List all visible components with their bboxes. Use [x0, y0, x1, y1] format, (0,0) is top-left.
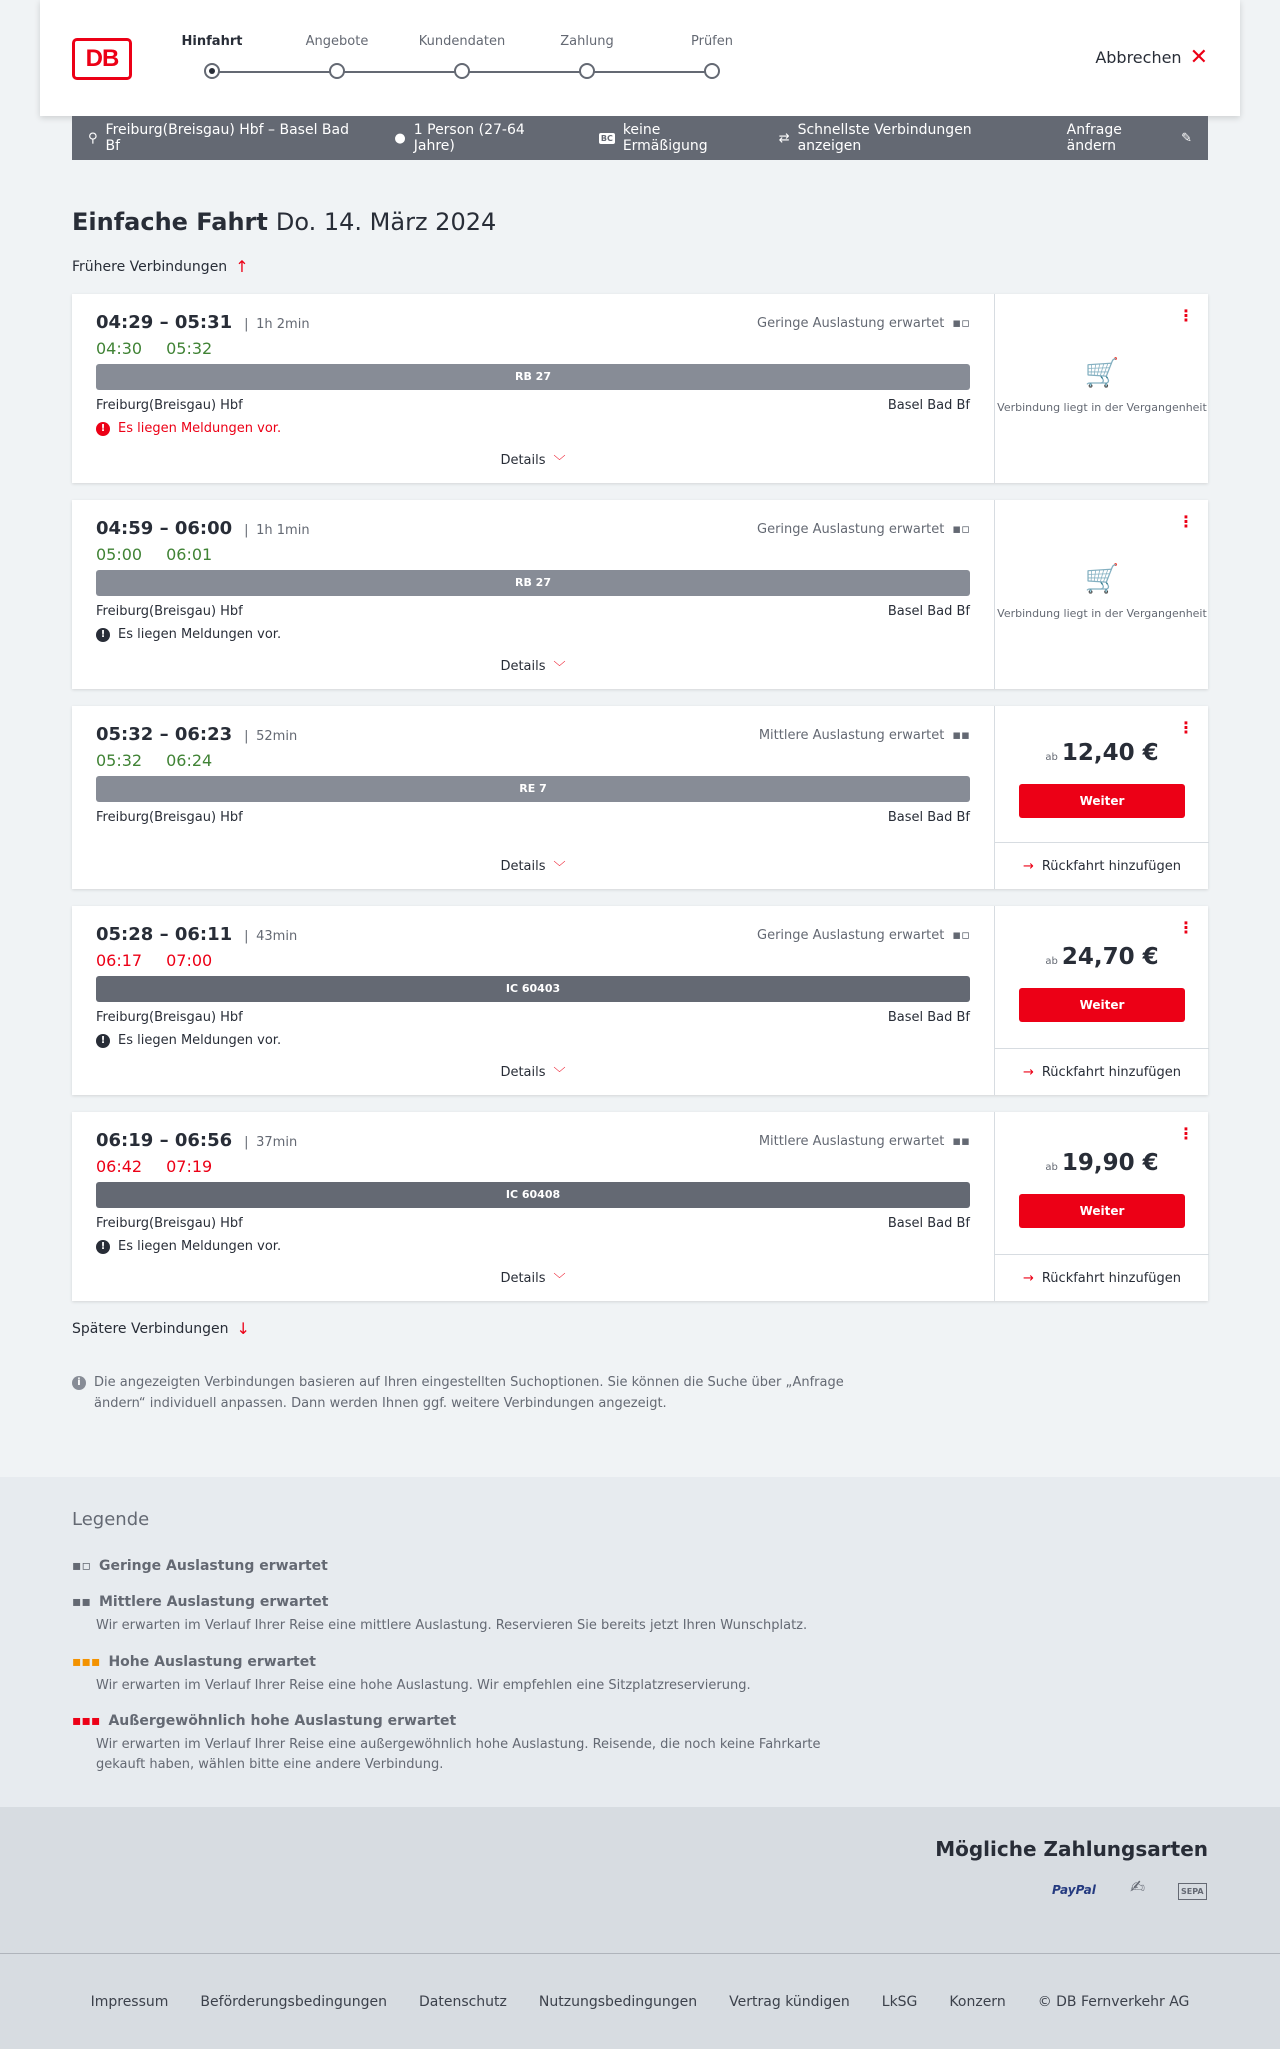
- footer-link-nutzungsbedingungen[interactable]: Nutzungsbedingungen: [538, 1993, 698, 2010]
- connection-times: 04:59 – 06:00: [96, 518, 233, 539]
- low-load-icon: ▪▫: [952, 316, 970, 331]
- route-summary: ⚲ Freiburg(Breisgau) Hbf – Basel Bad Bf: [88, 122, 349, 154]
- details-toggle[interactable]: Details ﹀: [500, 453, 566, 468]
- train-bar[interactable]: IC 60408: [96, 1182, 970, 1208]
- arrow-right-icon: →: [1022, 1270, 1034, 1286]
- cancel-button[interactable]: Abbrechen ✕: [1095, 44, 1208, 70]
- train-bar[interactable]: RB 27: [96, 570, 970, 596]
- connection-card: [72, 906, 1208, 1095]
- destination-station: Basel Bad Bf: [887, 810, 970, 825]
- more-options-icon[interactable]: ⋮: [1178, 718, 1194, 737]
- alert-icon: !: [96, 1240, 110, 1254]
- payment-methods-section: [0, 1807, 1280, 1953]
- add-return-button[interactable]: → Rückfahrt hinzufügen: [995, 1254, 1209, 1301]
- footer: [0, 1953, 1280, 2049]
- origin-station: Freiburg(Breisgau) Hbf: [96, 1216, 243, 1231]
- legend-item: ▪▫ Geringe Auslastung erwartet: [72, 1558, 328, 1574]
- later-connections-link[interactable]: Spätere Verbindungen ↓: [72, 1319, 250, 1338]
- footer-link-lksg[interactable]: LkSG: [881, 1993, 918, 2010]
- location-pin-icon: ⚲: [88, 130, 98, 146]
- load-indicator: Mittlere Auslastung erwartet ▪▪: [758, 1134, 970, 1149]
- details-toggle[interactable]: Details ﹀: [500, 1065, 566, 1080]
- details-toggle[interactable]: Details ﹀: [500, 1271, 566, 1286]
- progress-steps: [181, 34, 750, 84]
- connection-duration: | 52min: [244, 729, 297, 744]
- chevron-down-icon: ﹀: [553, 1272, 566, 1286]
- legend-section: [0, 1477, 1280, 1807]
- footer-link-impressum[interactable]: Impressum: [90, 1993, 169, 2010]
- train-bar[interactable]: IC 60403: [96, 976, 970, 1002]
- medium-load-icon: ▪▪: [952, 728, 970, 743]
- alert-icon: !: [96, 1034, 110, 1048]
- past-connection-note: 🛒 Verbindung liegt in der Vergangenheit: [995, 562, 1209, 620]
- info-icon: i: [72, 1376, 86, 1390]
- earlier-connections-link[interactable]: Frühere Verbindungen ↑: [72, 257, 249, 276]
- step-angebote: Angebote: [287, 34, 387, 54]
- footer-link-konzern[interactable]: Konzern: [949, 1993, 1006, 2010]
- sepa-icon: SEPA: [1178, 1883, 1207, 1900]
- arrow-right-icon: →: [1022, 1064, 1034, 1080]
- destination-station: Basel Bad Bf: [887, 1216, 970, 1231]
- alert-icon: !: [96, 422, 110, 436]
- add-return-button[interactable]: → Rückfahrt hinzufügen: [995, 1048, 1209, 1095]
- origin-station: Freiburg(Breisgau) Hbf: [96, 604, 243, 619]
- destination-station: Basel Bad Bf: [887, 604, 970, 619]
- legend-item: ▪▪ Mittlere Auslastung erwartet Wir erwarten im Verlauf Ihrer Reise eine mittlere Auslastung. Reservieren Sie bereits jetzt Ihren Wunschplatz.: [72, 1594, 808, 1633]
- footer-link-datenschutz[interactable]: Datenschutz: [418, 1993, 507, 2010]
- connection-times: 04:29 – 05:31: [96, 312, 233, 333]
- price: ab 19,90 €: [1045, 1150, 1159, 1176]
- load-indicator: Geringe Auslastung erwartet ▪▫: [757, 522, 970, 537]
- connection-times: 05:28 – 06:11: [96, 924, 233, 945]
- low-load-icon: ▪▫: [72, 1558, 91, 1574]
- legend-item: ▪▪▪ Hohe Auslastung erwartet Wir erwarten im Verlauf Ihrer Reise eine hohe Auslastung. Wir empfehlen eine Sitzplatzreservierung.: [72, 1654, 751, 1693]
- payment-title: Mögliche Zahlungsarten: [935, 1837, 1208, 1861]
- legend-item: ▪▪▪ Außergewöhnlich hohe Auslastung erwartet Wir erwarten im Verlauf Ihrer Reise eine außergewöhnlich hohe Auslastung. Reisende, die noch keine Fahrkarte gekauft haben, wählen bitte eine andere Verbindung.: [72, 1713, 821, 1772]
- origin-station: Freiburg(Breisgau) Hbf: [96, 398, 243, 413]
- search-info-note: i Die angezeigten Verbindungen basieren auf Ihren eingestellten Suchoptionen. Sie können die Suche über „Anfrage ändern“ individuell anpassen. Dann werden Ihnen ggf. weitere Verbindungen angezeigt.: [72, 1372, 852, 1414]
- close-icon: ✕: [1189, 44, 1208, 70]
- legend-title: Legende: [72, 1509, 150, 1530]
- realtime-times: 05:00 06:01: [96, 545, 213, 564]
- change-request-button[interactable]: Anfrage ändern ✎: [1066, 122, 1193, 154]
- details-toggle[interactable]: Details ﹀: [500, 659, 566, 674]
- notice-message: ! Es liegen Meldungen vor.: [96, 1239, 970, 1254]
- notice-message: ! Es liegen Meldungen vor.: [96, 421, 970, 436]
- connection-duration: | 43min: [244, 929, 297, 944]
- connection-card: [72, 1112, 1208, 1301]
- pencil-icon: ✎: [1181, 130, 1193, 146]
- train-bar[interactable]: RB 27: [96, 364, 970, 390]
- alert-icon: !: [96, 628, 110, 642]
- db-logo[interactable]: DB: [72, 38, 132, 80]
- realtime-times: 05:32 06:24: [96, 751, 213, 770]
- cart-unavailable-icon: 🛒: [1084, 356, 1120, 389]
- destination-station: Basel Bad Bf: [887, 398, 970, 413]
- fastest-connections-toggle[interactable]: ⇄ Schnellste Verbindungen anzeigen: [778, 122, 972, 154]
- train-bar[interactable]: RE 7: [96, 776, 970, 802]
- notice-message: ! Es liegen Meldungen vor.: [96, 627, 970, 642]
- connection-card: [72, 294, 1208, 483]
- more-options-icon[interactable]: ⋮: [1178, 918, 1194, 937]
- realtime-times: 06:17 07:00: [96, 951, 213, 970]
- connection-card: [72, 706, 1208, 889]
- connection-card: [72, 500, 1208, 689]
- details-toggle[interactable]: Details ﹀: [500, 859, 566, 874]
- arrow-right-icon: →: [1022, 858, 1034, 874]
- destination-station: Basel Bad Bf: [887, 1010, 970, 1025]
- more-options-icon[interactable]: ⋮: [1178, 1124, 1194, 1143]
- connection-times: 05:32 – 06:23: [96, 724, 233, 745]
- price: ab 24,70 €: [1045, 944, 1159, 970]
- footer-link-befoerderungsbedingungen[interactable]: Beförderungsbedingungen: [200, 1993, 387, 2010]
- swap-icon: ⇄: [778, 130, 790, 146]
- step-pruefen: Prüfen: [662, 34, 762, 54]
- add-return-button[interactable]: → Rückfahrt hinzufügen: [995, 842, 1209, 889]
- medium-load-icon: ▪▪: [72, 1594, 91, 1610]
- arrow-up-icon: ↑: [235, 257, 249, 276]
- continue-button[interactable]: Weiter: [1019, 784, 1185, 818]
- connection-duration: | 1h 1min: [244, 523, 309, 538]
- arrow-down-icon: ↓: [236, 1319, 250, 1338]
- realtime-times: 06:42 07:19: [96, 1157, 213, 1176]
- step-hinfahrt: Hinfahrt: [162, 34, 262, 54]
- load-indicator: Mittlere Auslastung erwartet ▪▪: [758, 728, 970, 743]
- load-indicator: Geringe Auslastung erwartet ▪▫: [757, 316, 970, 331]
- step-zahlung: Zahlung: [537, 34, 637, 54]
- connection-duration: | 37min: [244, 1135, 297, 1150]
- connection-times: 06:19 – 06:56: [96, 1130, 233, 1151]
- low-load-icon: ▪▫: [952, 928, 970, 943]
- high-load-icon: ▪▪▪: [72, 1654, 101, 1670]
- medium-load-icon: ▪▪: [952, 1134, 970, 1149]
- continue-button[interactable]: Weiter: [1019, 988, 1185, 1022]
- realtime-times: 04:30 05:32: [96, 339, 213, 358]
- origin-station: Freiburg(Breisgau) Hbf: [96, 1010, 243, 1025]
- person-icon: ●: [394, 130, 406, 146]
- step-kundendaten: Kundendaten: [412, 34, 512, 54]
- paypal-icon: PayPal: [1052, 1883, 1096, 1897]
- copyright: © DB Fernverkehr AG: [1037, 1993, 1190, 2010]
- continue-button[interactable]: Weiter: [1019, 1194, 1185, 1228]
- chevron-down-icon: ﹀: [553, 454, 566, 468]
- chevron-down-icon: ﹀: [553, 860, 566, 874]
- booking-header: [40, 0, 1240, 116]
- traveler-summary: ● 1 Person (27-64 Jahre): [394, 122, 525, 154]
- bahncard-icon: BC: [600, 133, 613, 143]
- footer-link-vertrag-kuendigen[interactable]: Vertrag kündigen: [729, 1993, 850, 2010]
- low-load-icon: ▪▫: [952, 522, 970, 537]
- chevron-down-icon: ﹀: [553, 660, 566, 674]
- very-high-load-icon: ▪▪▪: [72, 1713, 101, 1729]
- more-options-icon[interactable]: ⋮: [1178, 512, 1194, 531]
- credit-card-icon: ✍: [1130, 1877, 1146, 1898]
- request-summary-bar: [72, 116, 1208, 160]
- cart-unavailable-icon: 🛒: [1084, 562, 1120, 595]
- more-options-icon[interactable]: ⋮: [1178, 306, 1194, 325]
- origin-station: Freiburg(Breisgau) Hbf: [96, 810, 243, 825]
- page-title: Einfache Fahrt Do. 14. März 2024: [72, 208, 497, 236]
- load-indicator: Geringe Auslastung erwartet ▪▫: [757, 928, 970, 943]
- discount-summary: BC keine Ermäßigung: [600, 122, 708, 154]
- past-connection-note: 🛒 Verbindung liegt in der Vergangenheit: [995, 356, 1209, 414]
- chevron-down-icon: ﹀: [553, 1066, 566, 1080]
- notice-message: ! Es liegen Meldungen vor.: [96, 1033, 970, 1048]
- price: ab 12,40 €: [1045, 740, 1159, 766]
- connection-duration: | 1h 2min: [244, 317, 309, 332]
